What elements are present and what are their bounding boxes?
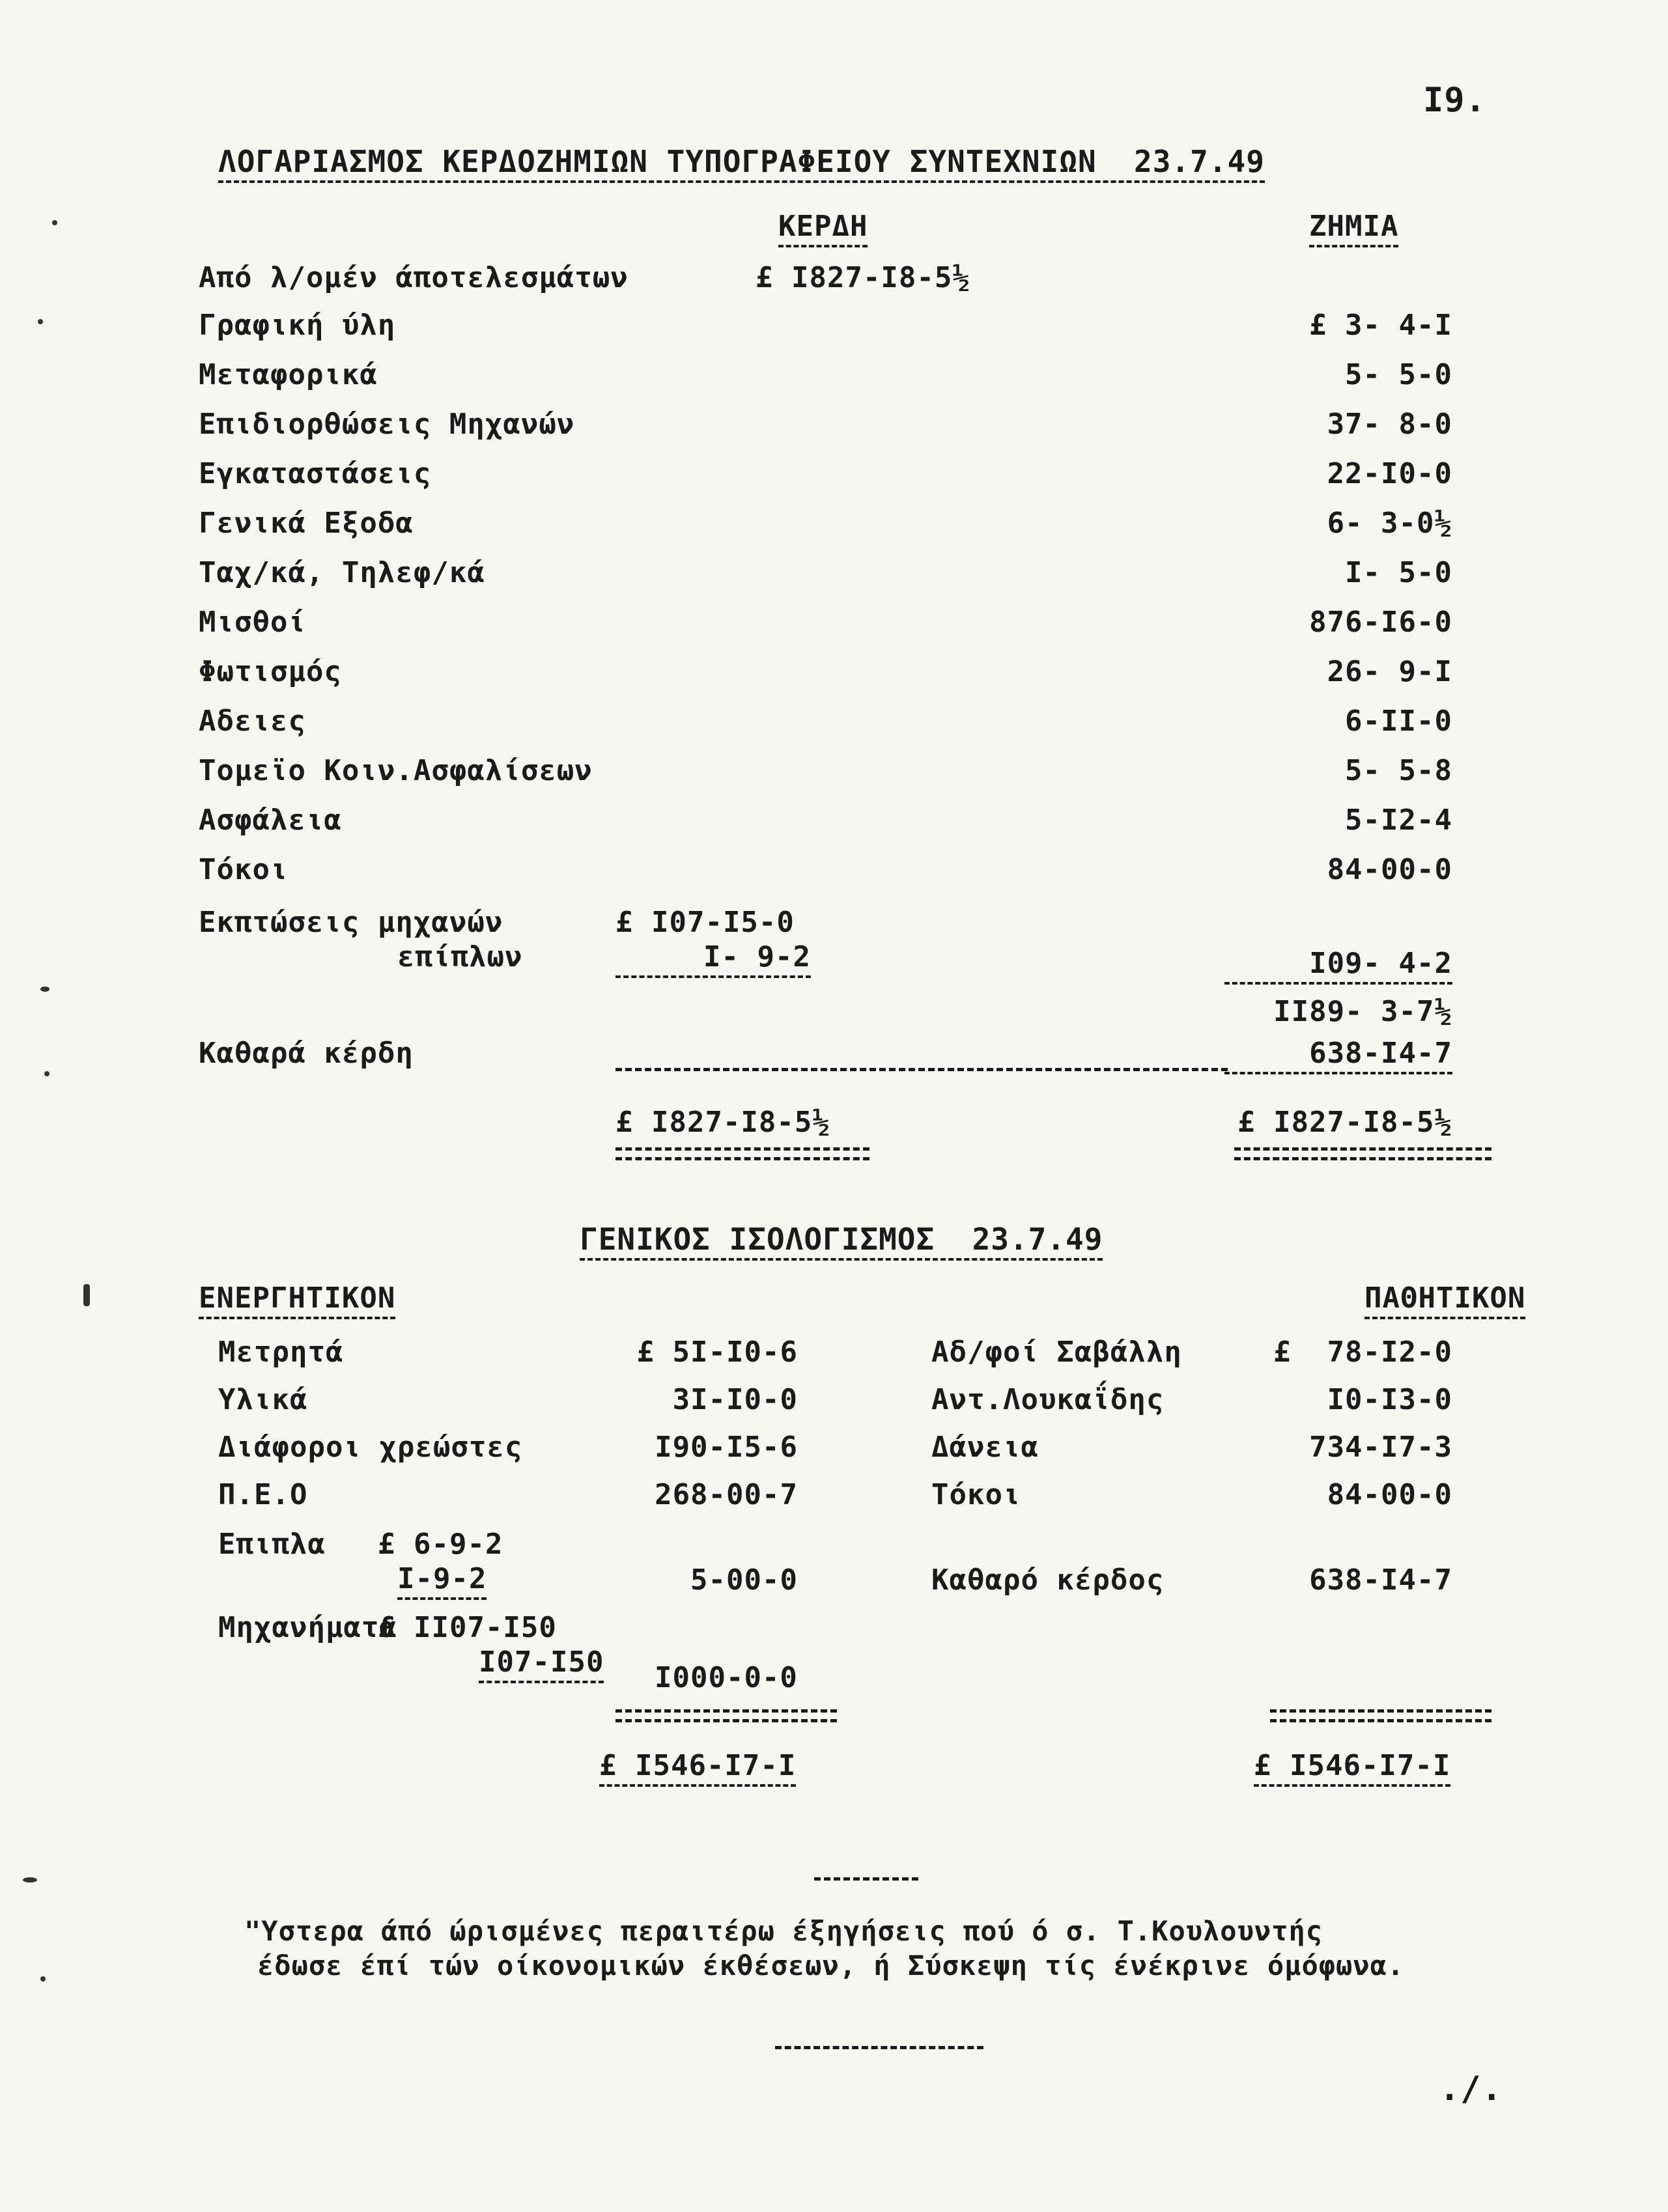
- total-profit: £ I827-I8-5½: [615, 1106, 830, 1139]
- total-loss-double-rule: [1234, 1147, 1491, 1160]
- furniture-value-2: I-9-2: [397, 1565, 487, 1600]
- net-profit-leader: [615, 1068, 1228, 1071]
- liability-label: Τόκοι: [931, 1478, 1021, 1511]
- expense-value: 5-I2-4: [1345, 804, 1452, 837]
- expense-value: 22-I0-0: [1327, 457, 1452, 490]
- expense-label: Γενικά Εξοδα: [199, 507, 414, 540]
- expense-value: I- 5-0: [1345, 556, 1452, 589]
- liability-label: Δάνεια: [931, 1431, 1039, 1464]
- expense-value: 6- 3-0½: [1327, 507, 1452, 540]
- end-mark: ./.: [1439, 2069, 1503, 2108]
- total-profit-double-rule: [615, 1147, 869, 1160]
- expense-value: 37- 8-0: [1327, 408, 1452, 441]
- expense-value: 26- 9-I: [1327, 655, 1452, 688]
- scan-speck: [52, 220, 57, 225]
- depreciation-label-2: επίπλων: [397, 940, 523, 973]
- liabilities-total-double-rule: [1270, 1709, 1491, 1722]
- note-line-1: "Υστερα άπό ώρισμένες περαιτέρω έξηγήσεις πού ό σ. Τ.Κουλουντής: [244, 1915, 1323, 1947]
- expense-label: Ταχ/κά, Τηλεφ/κά: [199, 556, 485, 589]
- expense-label: Γραφική ύλη: [199, 309, 396, 342]
- furniture-value-1: £ 6-9-2: [378, 1528, 503, 1561]
- profit-row-value: £ I827-I8-5½: [756, 261, 970, 294]
- col-header-loss: ΖΗΜΙΑ: [1309, 212, 1398, 247]
- expense-label: Μεταφορικά: [199, 358, 378, 391]
- expense-value: 84-00-0: [1327, 853, 1452, 886]
- furniture-net: 5-00-0: [690, 1563, 798, 1597]
- depreciation-value-2: I- 9-2: [615, 943, 811, 978]
- scan-speck: [40, 987, 49, 992]
- loss-subtotal: II89- 3-7½: [1273, 995, 1452, 1028]
- asset-label: Διάφοροι χρεώστες: [218, 1431, 523, 1464]
- machinery-value-1: £ II07-I50: [378, 1611, 557, 1644]
- total-loss: £ I827-I8-5½: [1237, 1106, 1452, 1139]
- expense-label: Τόκοι: [199, 853, 289, 886]
- asset-value: I90-I5-6: [655, 1431, 798, 1464]
- expense-value: £ 3- 4-I: [1309, 309, 1452, 342]
- liability-value: I0-I3-0: [1327, 1383, 1452, 1416]
- section-separator: [814, 1877, 918, 1881]
- profit-loss-title: ΛΟΓΑΡΙΑΣΜΟΣ ΚΕΡΔΟΖΗΜΙΩΝ ΤΥΠΟΓΡΑΦΕΙΟΥ ΣΥΝΤΕΧΝΙΩΝ 23.7.49: [218, 147, 1265, 183]
- note-separator: [775, 2046, 983, 2049]
- page-number: I9.: [1423, 81, 1486, 120]
- expense-value: 876-I6-0: [1309, 606, 1452, 639]
- scan-speck: [23, 1877, 37, 1883]
- liability-value: 638-I4-7: [1309, 1563, 1452, 1597]
- liability-label: Αντ.Λουκαΐδης: [931, 1383, 1165, 1416]
- asset-label: Π.Ε.Ο: [218, 1478, 308, 1511]
- scan-speck: [38, 319, 43, 324]
- scan-speck: [40, 1976, 46, 1981]
- profit-row-label: Από λ/ομέν άποτελεσμάτων: [199, 261, 629, 294]
- expense-label: Αδειες: [199, 705, 306, 738]
- col-header-profit: ΚΕΡΔΗ: [778, 212, 868, 247]
- col-header-assets: ΕΝΕΡΓΗΤΙΚΟΝ: [199, 1284, 395, 1319]
- expense-label: Τομεϊο Κοιν.Ασφαλίσεων: [199, 754, 593, 787]
- asset-label: Υλικά: [218, 1383, 308, 1416]
- assets-total-double-rule: [615, 1709, 837, 1722]
- total-liabilities: £ I546-I7-I: [1254, 1752, 1450, 1787]
- liability-value: 84-00-0: [1327, 1478, 1452, 1511]
- col-header-liabilities: ΠΑΘΗΤΙΚΟΝ: [1364, 1284, 1525, 1319]
- liability-value: 734-I7-3: [1309, 1431, 1452, 1464]
- liability-label: Αδ/φοί Σαβάλλη: [931, 1336, 1182, 1369]
- furniture-label: Επιπλα: [218, 1528, 326, 1561]
- asset-value: 3I-I0-0: [672, 1383, 798, 1416]
- net-profit-label: Καθαρά κέρδη: [199, 1037, 414, 1070]
- depreciation-label-1: Εκπτώσεις μηχανών: [199, 906, 503, 939]
- expense-label: Μισθοί: [199, 606, 306, 639]
- net-profit-value: 638-I4-7: [1224, 1039, 1452, 1074]
- scan-speck: [44, 1071, 49, 1076]
- total-assets: £ I546-I7-I: [599, 1752, 796, 1787]
- expense-label: Επιδιορθώσεις Μηχανών: [199, 408, 575, 441]
- liability-label: Καθαρό κέρδος: [931, 1563, 1165, 1597]
- scan-speck: [83, 1284, 90, 1306]
- asset-label: Μετρητά: [218, 1336, 344, 1369]
- depreciation-value-1: £ I07-I5-0: [615, 906, 795, 939]
- expense-label: Εγκαταστάσεις: [199, 457, 432, 490]
- liability-value: £ 78-I2-0: [1273, 1336, 1452, 1369]
- expense-label: Ασφάλεια: [199, 804, 342, 837]
- balance-title: ΓΕΝΙΚΟΣ ΙΣΟΛΟΓΙΣΜΟΣ 23.7.49: [580, 1224, 1103, 1261]
- machinery-label: Μηχανήματα: [218, 1611, 397, 1644]
- asset-value: 268-00-7: [655, 1478, 798, 1511]
- note-line-2: έδωσε έπί τών οίκονομικών έκθέσεων, ή Σύσκεψη τίς ένέκρινε όμόφωνα.: [257, 1950, 1405, 1981]
- expense-value: 6-II-0: [1345, 705, 1452, 738]
- machinery-value-2: I07-I50: [479, 1648, 604, 1683]
- asset-value: £ 5I-I0-6: [636, 1336, 798, 1369]
- machinery-net: I000-0-0: [655, 1661, 798, 1694]
- expense-label: Φωτισμός: [199, 655, 342, 688]
- expense-value: 5- 5-8: [1345, 754, 1452, 787]
- depreciation-total: I09- 4-2: [1224, 949, 1452, 985]
- expense-value: 5- 5-0: [1345, 358, 1452, 391]
